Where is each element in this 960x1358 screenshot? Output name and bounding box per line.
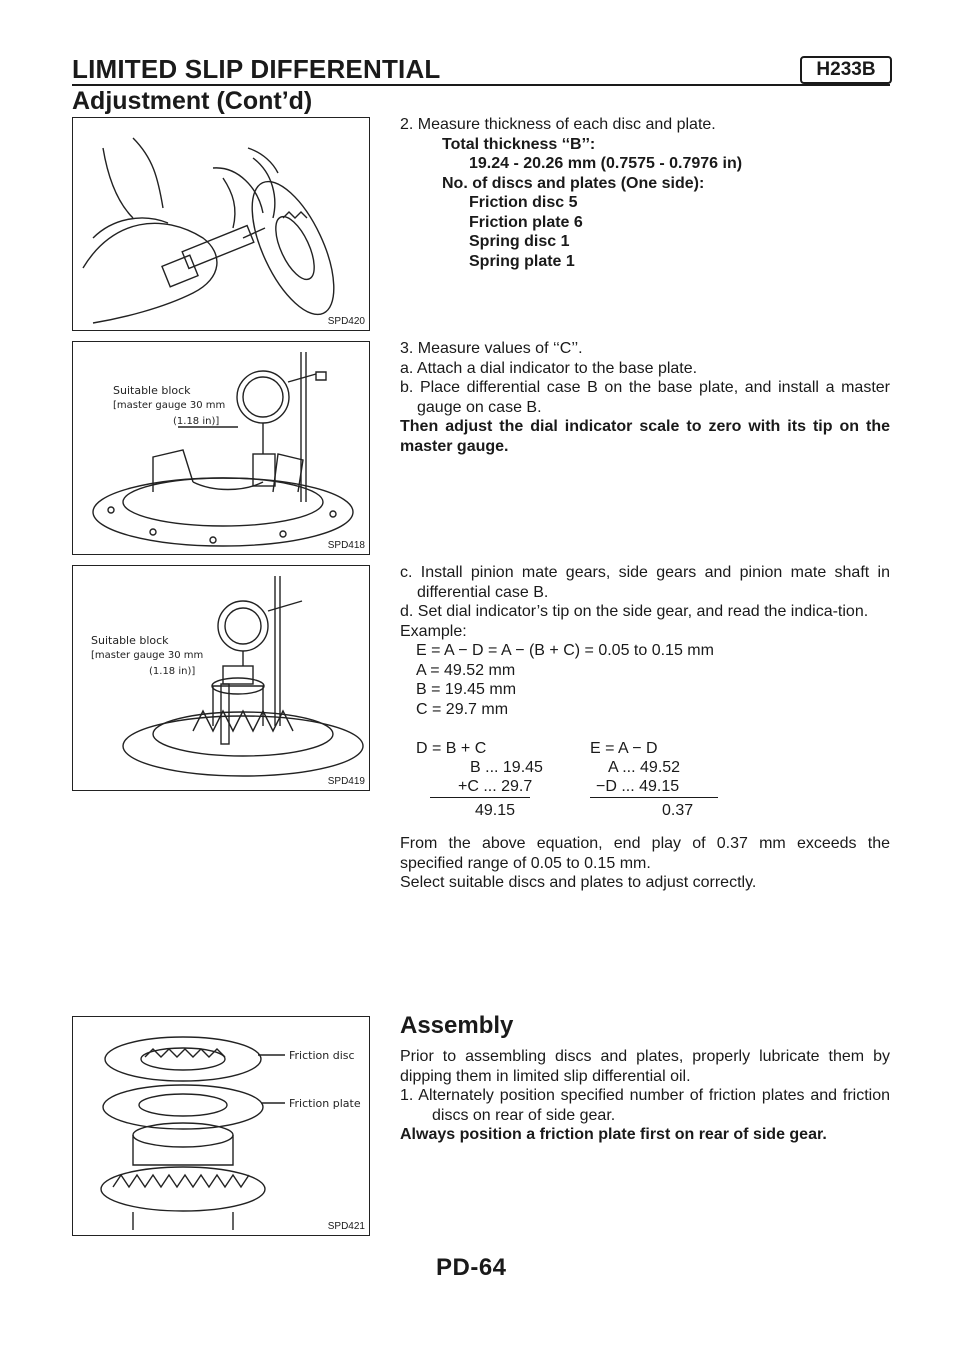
select-text: Select suitable discs and plates to adjust correctly. (400, 874, 757, 891)
figure-spd419 (72, 565, 370, 791)
friction-stack-illustration (73, 1017, 369, 1235)
calc-right-sum: 0.37 (662, 802, 694, 819)
assembly-block (400, 1047, 890, 1145)
calc-left-rule (430, 797, 530, 798)
figure-spd418 (72, 341, 370, 555)
total-thickness-label: Total thickness ‘‘B’’: (442, 135, 596, 153)
figure-callout: Friction plate (289, 1097, 361, 1110)
calc-left-sum: 49.15 (475, 802, 516, 819)
assembly-intro: Prior to assembling discs and plates, properly lubricate them by dipping them in limited slip differential oil. (400, 1048, 890, 1085)
step3-block (400, 339, 890, 456)
figure-callout: Suitable block (91, 634, 169, 647)
equation-c: C = 29.7 mm (416, 700, 509, 718)
figure-label: SPD420 (327, 316, 365, 327)
step-c: c. Install pinion mate gears, side gears and pinion mate shaft in differential case B. (400, 564, 890, 601)
micrometer-illustration (73, 118, 369, 330)
example-label: Example: (400, 622, 467, 640)
equation-b: B = 19.45 mm (416, 681, 517, 698)
figure-spd421 (72, 1016, 370, 1236)
equation-main: E = A − D = A − (B + C) = 0.05 to 0.15 mm (416, 642, 714, 659)
step2-block (400, 115, 890, 271)
page-subtitle: Adjustment (Cont’d) (72, 87, 313, 115)
calc-left-row1: B ... 19.45 (470, 759, 543, 776)
count-item: Spring disc 1 (469, 233, 570, 250)
step3-instruction: 3. Measure values of ‘‘C’’. (400, 340, 583, 357)
count-item: Friction plate 6 (469, 213, 583, 231)
figure-label: SPD418 (327, 540, 365, 551)
equation-a: A = 49.52 mm (416, 661, 516, 679)
count-item: Spring plate 1 (469, 252, 575, 270)
calc-right-row2: −D ... 49.15 (596, 778, 680, 795)
calc-right-rule (590, 797, 718, 798)
figure-callout: [master gauge 30 mm (91, 650, 204, 661)
assembly-note: Always position a friction plate first on rear of side gear. (400, 1126, 827, 1143)
step-d: d. Set dial indicator’s tip on the side gear, and read the indica-tion. (400, 603, 869, 620)
figure-callout: (1.18 in)] (149, 666, 196, 677)
step3-b: b. Place differential case B on the base plate, and install a master gauge on case B. (400, 379, 890, 416)
side-gear-indicator-illustration (73, 566, 369, 790)
count-label: No. of discs and plates (One side): (442, 174, 705, 192)
figure-callout: (1.18 in)] (173, 416, 220, 427)
dial-indicator-illustration (73, 342, 369, 554)
section-title: LIMITED SLIP DIFFERENTIAL (72, 54, 441, 84)
conclusion-text: From the above equation, end play of 0.37 mm exceeds the specified range of 0.05 to 0.15 mm. (400, 835, 890, 872)
conclusion-block (400, 834, 890, 893)
calc-left-head: D = B + C (416, 740, 487, 757)
step3-note: Then adjust the dial indicator scale to zero with its tip on the master gauge. (400, 418, 890, 455)
step3-a: a. Attach a dial indicator to the base plate. (400, 359, 698, 377)
figure-label: SPD419 (327, 776, 365, 787)
figure-label: SPD421 (327, 1221, 365, 1232)
section-code-badge: H233B (800, 56, 892, 84)
page-number: PD-64 (436, 1254, 507, 1281)
calc-right-row1: A ... 49.52 (608, 759, 681, 776)
figure-callout: Friction disc (289, 1049, 355, 1062)
calc-right-head: E = A − D (590, 740, 658, 757)
calc-left-row2: +C ... 29.7 (458, 778, 533, 795)
total-thickness-value: 19.24 - 20.26 mm (0.7575 - 0.7976 in) (469, 155, 743, 172)
assembly-heading: Assembly (400, 1012, 514, 1039)
count-item: Friction disc 5 (469, 194, 578, 211)
assembly-step1: 1. Alternately position specified number of friction plates and friction discs on rear of side gear. (400, 1087, 890, 1124)
figure-callout: Suitable block (113, 384, 191, 397)
step2-instruction: 2. Measure thickness of each disc and plate. (400, 116, 716, 133)
figure-callout: [master gauge 30 mm (113, 400, 226, 411)
figure-spd420 (72, 117, 370, 331)
step-cd-block (400, 563, 890, 719)
